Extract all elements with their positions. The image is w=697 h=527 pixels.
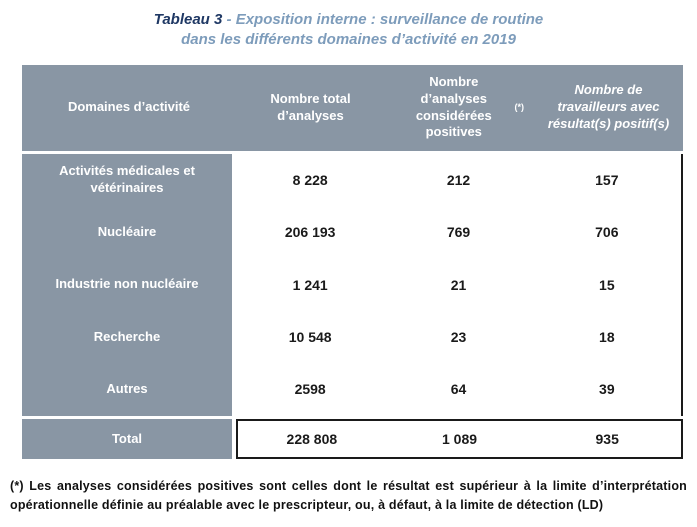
header-nombre-total-analyses: Nombre total d’analyses [270, 90, 351, 123]
table-title-line1 [8, 10, 689, 30]
cell-industrie-positives: 21 [450, 276, 467, 293]
table-data-grid [236, 154, 683, 416]
row-label-activites-medicales: Activités médicales et vétérinaires [59, 162, 195, 195]
footnote-text: (*) Les analyses considérées positives sont celles dont le résultat est supérieur à la limite d’interprétation opérationnelle définie au préalable avec le prescripteur, ou, à défaut, à la limite de détection (LD) [10, 478, 687, 512]
cell-medicales-positives: 212 [446, 171, 471, 188]
row-label-nucleaire: Nucléaire [97, 223, 157, 239]
table-title [8, 10, 689, 50]
cell-autres-total: 2598 [294, 381, 326, 398]
cell-industrie-total: 1 241 [292, 276, 328, 293]
cell-recherche-travailleurs: 18 [599, 328, 615, 345]
header-travailleurs-positifs: Nombre de travailleurs avec résultat(s) positif(s) [547, 82, 670, 132]
row-label-industrie-non-nucleaire: Industrie non nucléaire [55, 276, 199, 292]
table-body [22, 154, 683, 416]
header-analyses-positives [385, 65, 534, 151]
cell-total-positives: 1 089 [441, 430, 478, 447]
cell-total-travailleurs: 935 [595, 430, 619, 447]
data-table [22, 65, 683, 459]
table-number: Tableau 3 [153, 11, 223, 28]
cell-industrie-travailleurs: 15 [599, 276, 615, 293]
cell-total-analyses: 228 808 [286, 430, 338, 447]
row-label-autres: Autres [106, 380, 148, 396]
cell-nucleaire-travailleurs: 706 [595, 224, 619, 241]
cell-autres-positives: 64 [450, 381, 467, 398]
total-values-box [236, 419, 683, 459]
row-label-recherche: Recherche [93, 328, 161, 344]
cell-autres-travailleurs: 39 [599, 381, 615, 398]
table-total-row [22, 419, 683, 459]
cell-recherche-total: 10 548 [288, 328, 332, 345]
table-header-row [22, 65, 683, 151]
cell-nucleaire-total: 206 193 [284, 224, 336, 241]
header-domaines-activite: Domaines d’activité [67, 99, 191, 115]
row-label-column [22, 154, 232, 416]
cell-recherche-positives: 23 [450, 328, 467, 345]
cell-medicales-travailleurs: 157 [595, 171, 619, 188]
header-analyses-positives-text: Nombre d’analyses considérées positives [415, 73, 492, 140]
table-title-line2-text: dans les différents domaines d’activité en 2019 [181, 30, 516, 48]
cell-nucleaire-positives: 769 [446, 224, 471, 241]
total-row-label: Total [22, 419, 232, 459]
table-title-line1-text: - Exposition interne : surveillance de routine [226, 11, 544, 28]
footnote-marker-superscript: (*) [514, 101, 524, 112]
cell-medicales-total: 8 228 [292, 171, 328, 188]
